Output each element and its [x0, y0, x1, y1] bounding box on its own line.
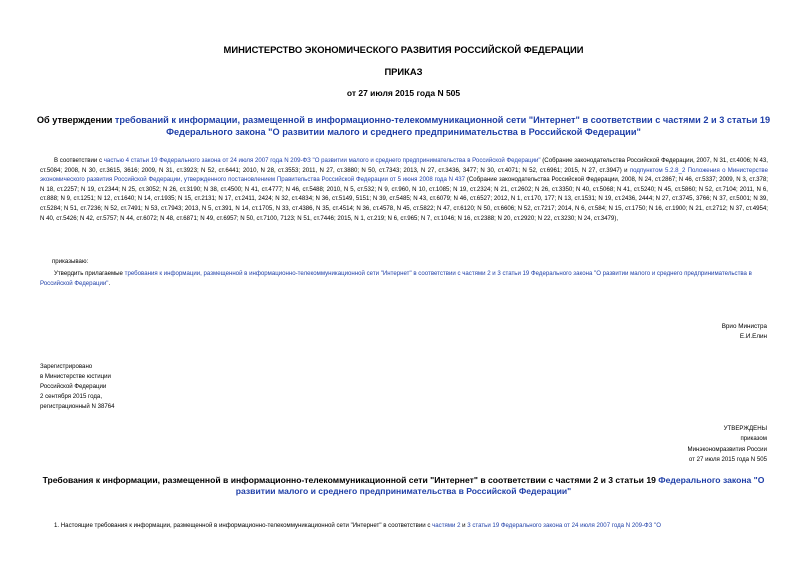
- registration-line: Российской Федерации: [40, 383, 107, 390]
- point-1-and: и: [460, 522, 468, 529]
- government-decree-link[interactable]: , утвержденного постановлением Правительства Российской Федерации от 5 июня 2008 года N 437: [180, 176, 466, 184]
- approve-paragraph: [40, 269, 768, 288]
- approval-line: УТВЕРЖДЕНЫ: [723, 425, 767, 432]
- approval-line: приказом: [740, 435, 767, 443]
- registration-line: Зарегистрировано: [40, 363, 93, 370]
- basis-text-1: В соответствии с: [54, 157, 104, 164]
- part-3-article-19-link[interactable]: 3 статьи 19 Федерального закона от 24 июля 2007 года N 209-ФЗ "О: [467, 522, 661, 529]
- requirements-link[interactable]: требования к информации, размещенной в информационно-телекоммуникационной сети "Интернет" в соответствии с частями 2 и 3 статьи 19 Федерального закона "О развитии малого и среднего предпринимательства в Российской Федерации": [40, 270, 752, 287]
- signature-name: Е.И.Елин: [739, 333, 767, 340]
- point-1-paragraph: [40, 522, 780, 529]
- law-209-fz-link[interactable]: частью 4 статьи 19 Федерального закона от 24 июля 2007 года N 209-ФЗ "О развитии малого и среднего предпринимательства в Российской Федерации": [103, 157, 541, 164]
- orders-word: приказываю:: [52, 258, 89, 265]
- signature-block: [722, 322, 767, 342]
- registration-line: 2 сентября 2015 года,: [40, 393, 103, 400]
- approval-stamp-block: [688, 424, 767, 465]
- approval-line: от 27 июля 2015 года N 505: [688, 455, 767, 463]
- document-date: от 27 июля 2015 года N 505: [346, 88, 461, 98]
- registration-line: регистрационный N 38764: [40, 403, 115, 410]
- basis-text-4: (Собрание законодательства Российской Федерации, 2008, N 24, ст.2867; N 46, ст.5337; 2009, N 3, ст.378; N 18, ст.2257; N 19, ст.2344; N 25, ст.3052; N 26, ст.3190; N 38, ст.4500; N 41, ст.4777; N 46, ст.5488; 2010, N 5, ст.532; N 9, ст.960, N 10, ст.1085; N 19, ст.2324; N 21, ст.2602; N 26, ст.3350; N 40, ст.5068; N 41, ст.5240; N 45, ст.5860; N 52, ст.7104; 2011, N 6, ст.888; N 9, ст.1251; N 12, ст.1640; N 14, ст.1935; N 15, ст.2131; N 17, ст.2411, 2424; N 32, ст.4834; N 36, ст.5149, 5151; N 39, ст.5485; N 43, ст.6079; N 46, ст.6527; 2012, N 1, ст.170, 177; N 13, ст.1531; N 19, ст.2436, 2444; N 27, ст.3745, 3766; N 37, ст.5001; N 39, ст.5284; N 51, ст.7236; N 52, ст.7491; N 53, ст.7943; 2013, N 5, ст.391, N 14, ст.1705, N 33, ст.4386, N 35, ст.4514; N 36, ст.4578, N 45, ст.5822; N 47, ст.6120; N 50, ст.6606; N 52, ст.7217; 2014, N 6, ст.584; N 15, ст.1750; N 16, ст.1900; N 21, ст.2712; N 37, ст.4954; N 40, ст.5426; N 42, ст.5757; N 44, ст.6072; N 48, ст.6871; N 49, ст.6957; N 50, ст.7100, 7123; N 51, ст.7446; 2015, N 1, ст.219; N 6, ст.965; N 7, ст.1046; N 16, ст.2388; N 20, ст.2920; N 22, ст.3230; N 24, ст.3479),: [40, 176, 768, 222]
- approve-text-1: Утвердить прилагаемые: [54, 270, 125, 277]
- legal-basis-paragraph: [40, 156, 768, 223]
- basis-text-2: (Собрание законодательства Российской Федерации, 2007, N 31, ст.4006; N 43, ст.5084; 2008, N 30, ст.3615, 3616; 2009, N 31, ст.3923; N 52, ст.6441; 2010, N 28, ст.3553; 2011, N 27, ст.3880; N 50, ст.7343; 2013, N 27, ст.3436, 3477; N 30, ст.4071; N 52, ст.6961; 2015, N 27, ст.3947) и: [40, 157, 769, 174]
- registration-line: в Министерстве юстиции: [40, 373, 111, 380]
- registration-block: [40, 362, 115, 412]
- order-title: [34, 115, 773, 138]
- approval-line: Минэкономразвития России: [687, 445, 767, 453]
- requirements-title: [34, 475, 773, 497]
- signature-position: Врио Министра: [721, 323, 767, 330]
- order-title-link[interactable]: требований к информации, размещенной в информационно-телекоммуникационной сети "Интернет" в соответствии с частями 2 и 3 статьи 19 Федерального закона "О развитии малого и среднего предпринимательства в Российской Федерации": [114, 115, 771, 137]
- order-title-prefix: Об утверждении: [36, 115, 115, 125]
- requirements-title-text: Требования к информации, размещенной в информационно-телекоммуникационной сети "Интернет" в соответствии с частями 2 и 3 статьи 19: [42, 475, 659, 485]
- approve-text-2: .: [108, 279, 111, 287]
- point-1-text: 1. Настоящие требования к информации, размещенной в информационно-телекоммуникационной сети "Интернет" в соответствии с: [54, 522, 433, 529]
- document-type: ПРИКАЗ: [384, 66, 423, 77]
- part-2-link[interactable]: частями 2: [432, 522, 461, 529]
- federal-law-link[interactable]: Федерального закона "О развитии малого и среднего предпринимательства в Российской Федерации": [235, 475, 765, 497]
- ministry-name: МИНИСТЕРСТВО ЭКОНОМИЧЕСКОГО РАЗВИТИЯ РОССИЙСКОЙ ФЕДЕРАЦИИ: [223, 44, 584, 55]
- regulation-link[interactable]: подпунктом 5.2.8_2 Положения о Министерстве экономического развития Российской Федерации: [40, 166, 768, 184]
